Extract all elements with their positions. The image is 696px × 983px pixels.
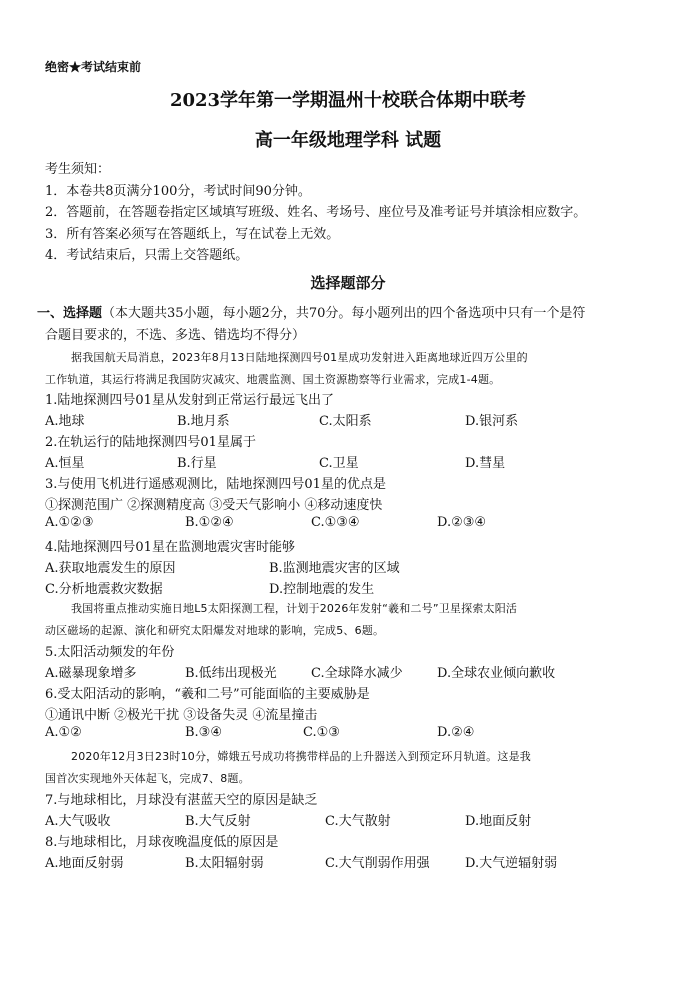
option-a: A.地球 [45,414,85,429]
passage-text: 2020年12月3日23时10分，嫦娥五号成功将携带样品的上升器送入到预定环月轨道。这是我 [71,750,531,763]
passage-text: 我国将重点推动实施日地L5太阳探测工程，计划于2026年发射“羲和二号”卫星探索太阳活 [71,602,518,615]
option-a: A.①②③ [45,515,94,530]
question-stem: 1.陆地探测四号01星从发射到正常运行最远飞出了 [45,393,334,408]
option-a: A.地面反射弱 [45,856,124,871]
passage-text: 动区磁场的起源、演化和研究太阳爆发对地球的影响，完成5、6题。 [45,624,385,637]
question-stem: 4.陆地探测四号01星在监测地震灾害时能够 [45,540,295,555]
option-c: C.①③④ [311,515,360,530]
option-a: A.获取地震发生的原因 [45,561,176,576]
question-stem: 5.太阳活动频发的年份 [45,645,175,660]
question-stem: 2.在轨运行的陆地探测四号01星属于 [45,435,256,450]
notice-item: 4．考试结束后，只需上交答题纸。 [45,248,249,263]
option-c: C.卫星 [319,456,359,471]
question-stem: 7.与地球相比，月球没有湛蓝天空的原因是缺乏 [45,793,318,808]
notice-item: 1．本卷共8页满分100分，考试时间90分钟。 [45,183,311,199]
option-c: C.大气削弱作用强 [325,856,430,871]
passage-text: 据我国航天局消息，2023年8月13日陆地探测四号01星成功发射进入距离地球近四万公里的 [71,351,528,364]
question-stem: 6.受太阳活动的影响，“羲和二号”可能面临的主要威胁是 [45,687,370,702]
option-b: B.监测地震灾害的区域 [269,561,400,576]
option-b: B.地月系 [177,414,230,429]
question-items: ①通讯中断 ②极光干扰 ③设备失灵 ④流星撞击 [45,708,318,723]
option-d: D.②③④ [437,515,487,530]
exam-subtitle: 高一年级地理学科 试题 [254,130,442,151]
option-d: D.全球农业倾向歉收 [437,666,556,681]
option-b: B.太阳辐射弱 [185,856,264,871]
part-label: 一、选择题 [37,306,103,321]
option-b: B.③④ [185,725,222,740]
option-b: B.行星 [177,456,217,471]
option-d: D.彗星 [465,456,506,471]
option-c: C.太阳系 [319,414,372,429]
part-instructions [37,302,585,321]
question-stem: 3.与使用飞机进行遥感观测比，陆地探测四号01星的优点是 [45,477,386,492]
option-d: D.大气逆辐射弱 [465,856,558,871]
passage-text: 国首次实现地外天体起飞，完成7、8题。 [45,772,250,785]
option-d: D.控制地震的发生 [269,582,375,597]
section-title: 选择题部分 [310,274,386,292]
notice-item: 2．答题前，在答题卷指定区域填写班级、姓名、考场号、座位号及准考证号并填涂相应数字。 [45,205,587,220]
option-b: B.①②④ [185,515,234,530]
option-a: A.磁暴现象增多 [45,666,137,681]
question-items: ①探测范围广 ②探测精度高 ③受天气影响小 ④移动速度快 [45,498,383,513]
passage-text: 工作轨道，其运行将满足我国防灾减灾、地震监测、国土资源勘察等行业需求，完成1-4题。 [45,373,501,386]
option-c: C.大气散射 [325,814,391,829]
option-d: D.银河系 [465,414,519,429]
option-d: D.②④ [437,725,475,740]
option-c: C.全球降水减少 [311,666,403,681]
option-b: B.大气反射 [185,814,251,829]
part-desc: （本大题共35小题，每小题2分，共70分。每小题列出的四个备选项中只有一个是符 [102,306,586,321]
notice-heading: 考生须知： [45,162,111,177]
exam-title: 2023学年第一学期温州十校联合体期中联考 [169,90,527,111]
option-a: A.①② [45,725,82,740]
notice-item: 3．所有答案必须写在答题纸上，写在试卷上无效。 [45,226,340,242]
option-a: A.大气吸收 [45,814,111,829]
option-c: C.分析地震救灾数据 [45,582,163,597]
part-desc-cont: 合题目要求的，不选、多选、错选均不得分） [45,328,306,343]
option-d: D.地面反射 [465,814,532,829]
option-c: C.①③ [303,725,340,740]
option-a: A.恒星 [45,456,85,471]
candidate-notice [45,159,665,267]
option-b: B.低纬出现极光 [185,666,277,681]
question-stem: 8.与地球相比，月球夜晚温度低的原因是 [45,835,279,850]
confidential-mark: 绝密★考试结束前 [45,60,142,74]
